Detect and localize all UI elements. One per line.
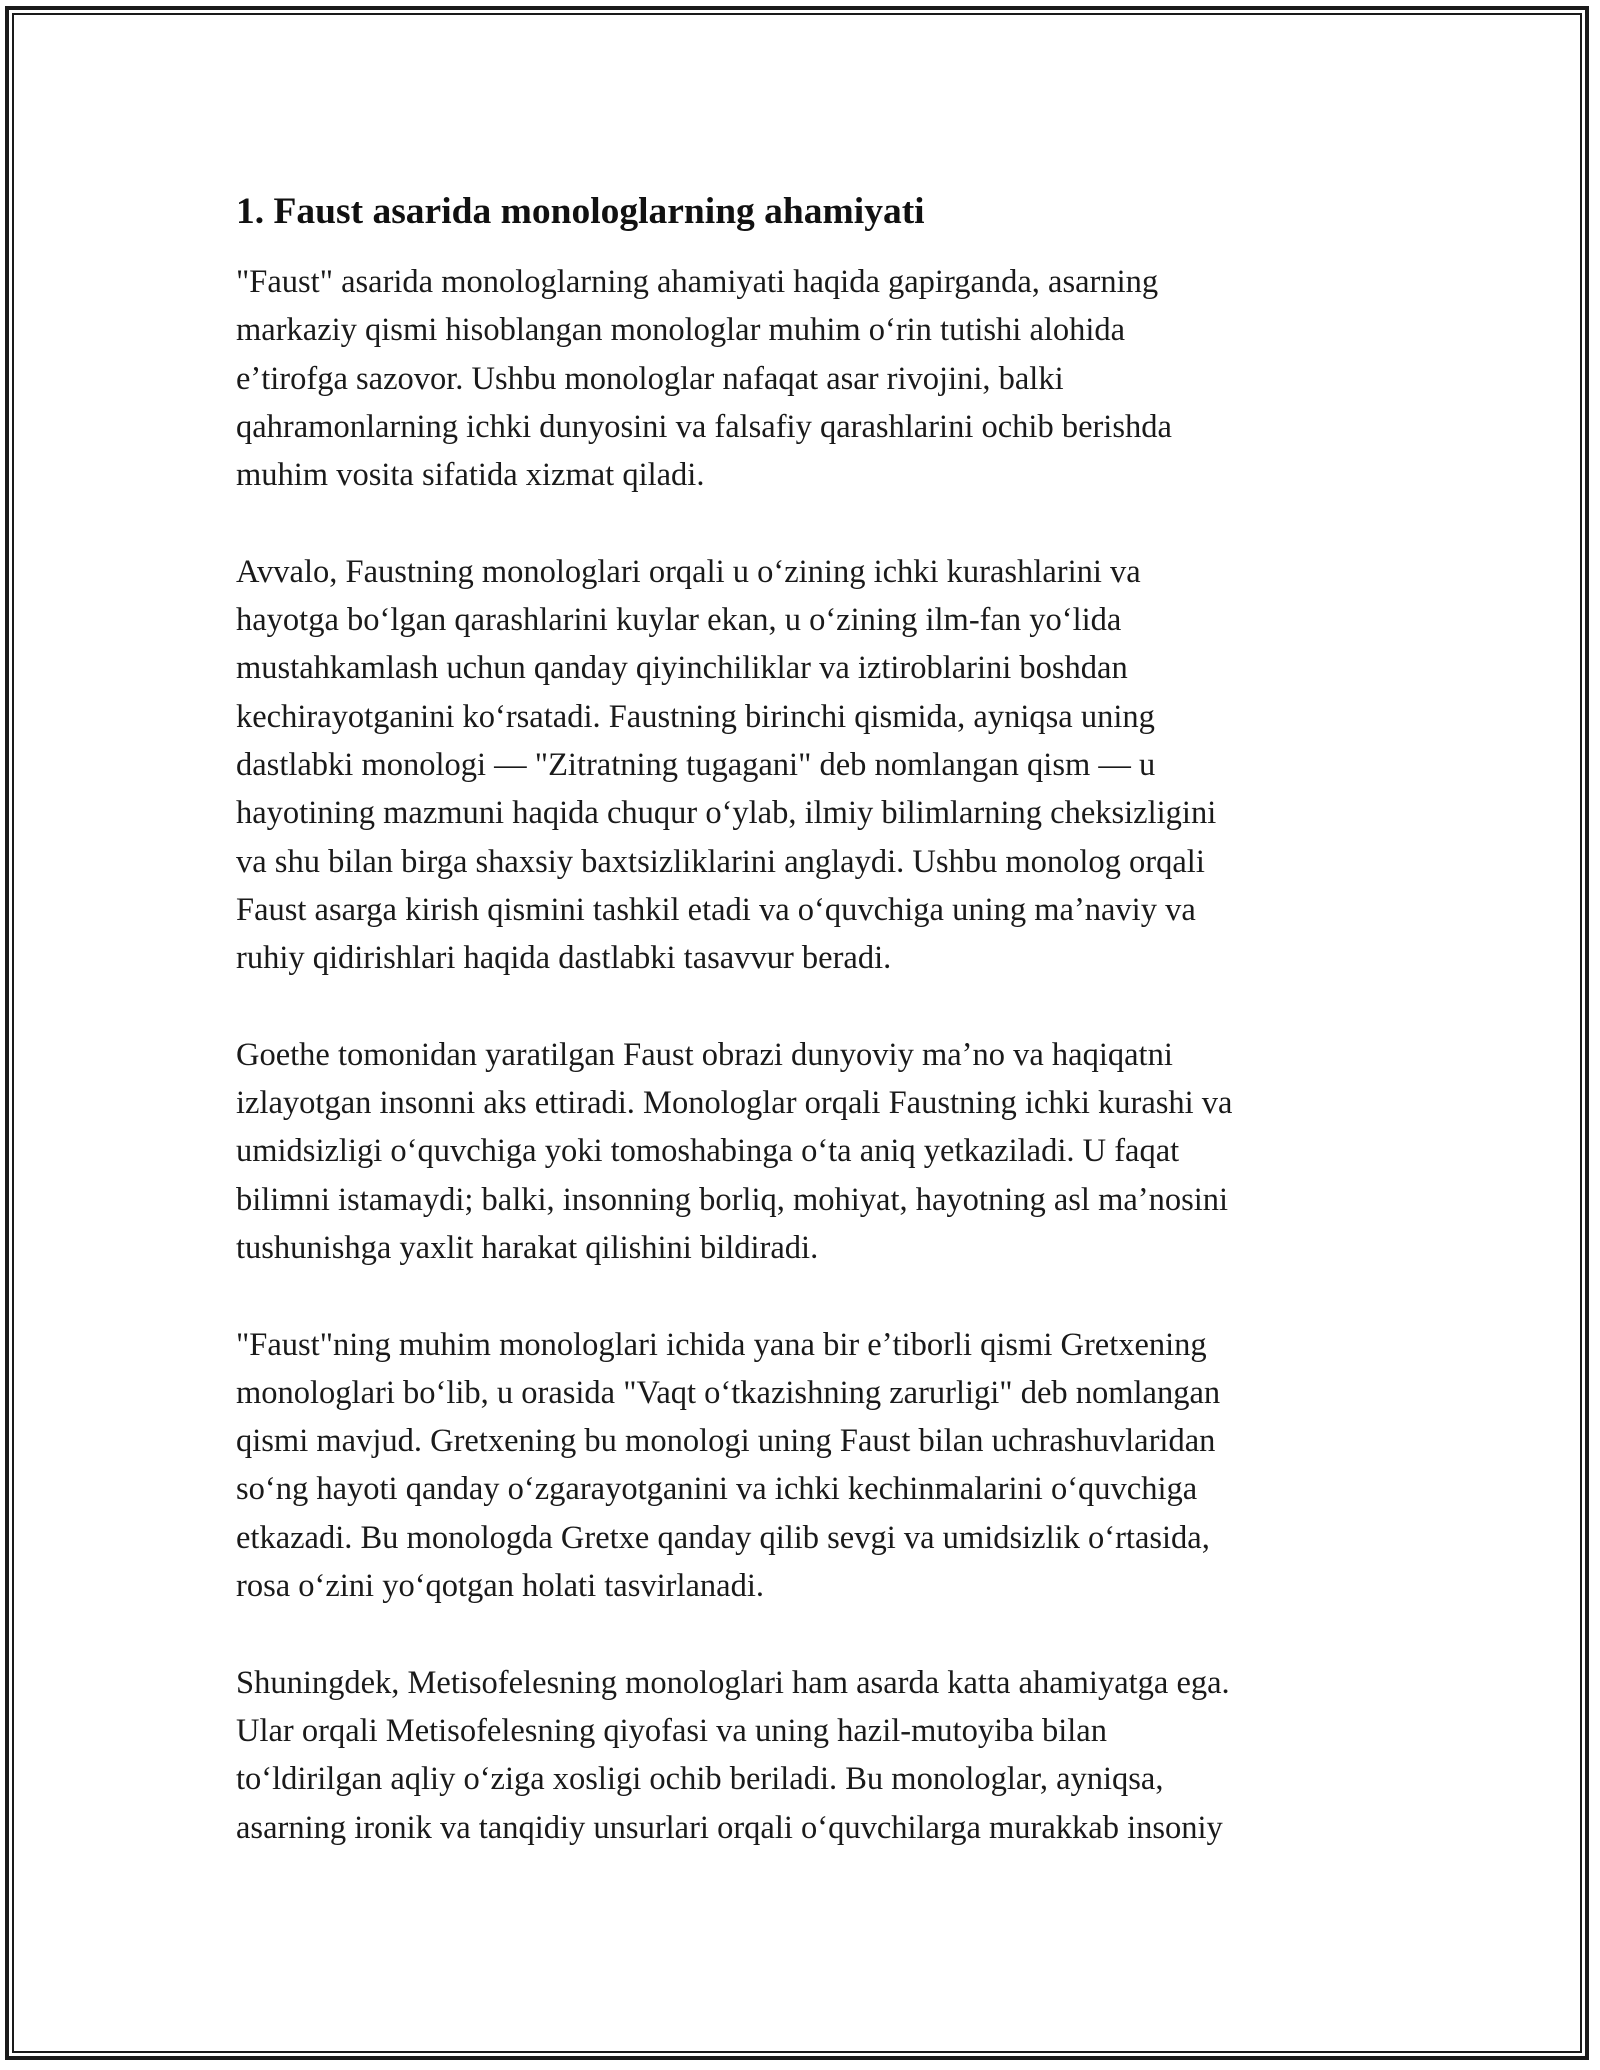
- text-line: umidsizligi oʻquvchiga yoki tomoshabinga oʻta aniq yetkaziladi. U faqat: [236, 1133, 1180, 1170]
- text-line: monologlari boʻlib, u orasida "Vaqt oʻtkazishning zarurligi" deb nomlangan: [236, 1374, 1221, 1411]
- text-line: dastlabki monologi — "Zitratning tugagani" deb nomlangan qism — u: [236, 746, 1156, 783]
- text-line: eʼtirofga sazovor. Ushbu monologlar nafaqat asar rivojini, balki: [236, 360, 1064, 397]
- text-line: toʻldirilgan aqliy oʻziga xosligi ochib beriladi. Bu monologlar, ayniqsa,: [236, 1761, 1164, 1798]
- text-line: Avvalo, Faustning monologlari orqali u oʻzining ichki kurashlarini va: [236, 553, 1141, 590]
- paragraph-5: [236, 1659, 1366, 1852]
- text-line: mustahkamlash uchun qanday qiyinchiliklar va iztiroblarini boshdan: [236, 650, 1128, 687]
- text-line: hayotga boʻlgan qarashlarini kuylar ekan, u oʻzining ilm-fan yoʻlida: [236, 602, 1122, 639]
- text-line: soʻng hayoti qanday oʻzgarayotganini va ichki kechinmalarini oʻquvchiga: [236, 1471, 1198, 1508]
- text-line: Shuningdek, Metisofelesning monologlari ham asarda katta ahamiyatga ega.: [236, 1664, 1230, 1701]
- text-line: va shu bilan birga shaxsiy baxtsizliklarini anglaydi. Ushbu monolog orqali: [236, 843, 1205, 880]
- text-line: qahramonlarning ichki dunyosini va falsafiy qarashlarini ochib berishda: [236, 408, 1172, 445]
- text-line: qismi mavjud. Gretxening bu monologi uning Faust bilan uchrashuvlaridan: [236, 1423, 1216, 1460]
- text-line: izlayotgan insonni aks ettiradi. Monologlar orqali Faustning ichki kurashi va: [236, 1085, 1233, 1122]
- text-line: Ular orqali Metisofelesning qiyofasi va uning hazil-mutoyiba bilan: [236, 1712, 1107, 1749]
- text-line: "Faust"ning muhim monologlari ichida yana bir eʼtiborli qismi Gretxening: [236, 1326, 1207, 1363]
- text-line: ruhiy qidirishlari haqida dastlabki tasavvur beradi.: [236, 940, 892, 977]
- text-line: Faust asarga kirish qismini tashkil etadi va oʻquvchiga uning maʼnaviy va: [236, 891, 1196, 928]
- paragraph-4: [236, 1321, 1366, 1611]
- paragraph-2: [236, 548, 1366, 983]
- text-line: rosa oʻzini yoʻqotgan holati tasvirlanadi.: [236, 1568, 764, 1605]
- paragraph-3: [236, 1031, 1366, 1272]
- document-page: [236, 188, 1366, 1900]
- text-line: tushunishga yaxlit harakat qilishini bildiradi.: [236, 1229, 819, 1266]
- section-heading: 1. Faust asarida monologlarning ahamiyati: [236, 191, 925, 232]
- text-line: Goethe tomonidan yaratilgan Faust obrazi dunyoviy maʼno va haqiqatni: [236, 1036, 1173, 1073]
- paragraph-1: [236, 258, 1366, 499]
- text-line: bilimni istamaydi; balki, insonning borliq, mohiyat, hayotning asl maʼnosini: [236, 1181, 1229, 1218]
- text-line: kechirayotganini koʻrsatadi. Faustning birinchi qismida, ayniqsa uning: [236, 698, 1155, 735]
- text-line: "Faust" asarida monologlarning ahamiyati haqida gapirganda, asarning: [236, 264, 1159, 300]
- text-line: markaziy qismi hisoblangan monologlar muhim oʻrin tutishi alohida: [236, 312, 1126, 349]
- text-line: hayotining mazmuni haqida chuqur oʻylab, ilmiy bilimlarning cheksizligini: [236, 795, 1217, 832]
- text-line: etkazadi. Bu monologda Gretxe qanday qilib sevgi va umidsizlik oʻrtasida,: [236, 1519, 1210, 1556]
- text-line: muhim vosita sifatida xizmat qiladi.: [236, 457, 705, 494]
- text-line: asarning ironik va tanqidiy unsurlari orqali oʻquvchilarga murakkab insoniy: [236, 1809, 1223, 1846]
